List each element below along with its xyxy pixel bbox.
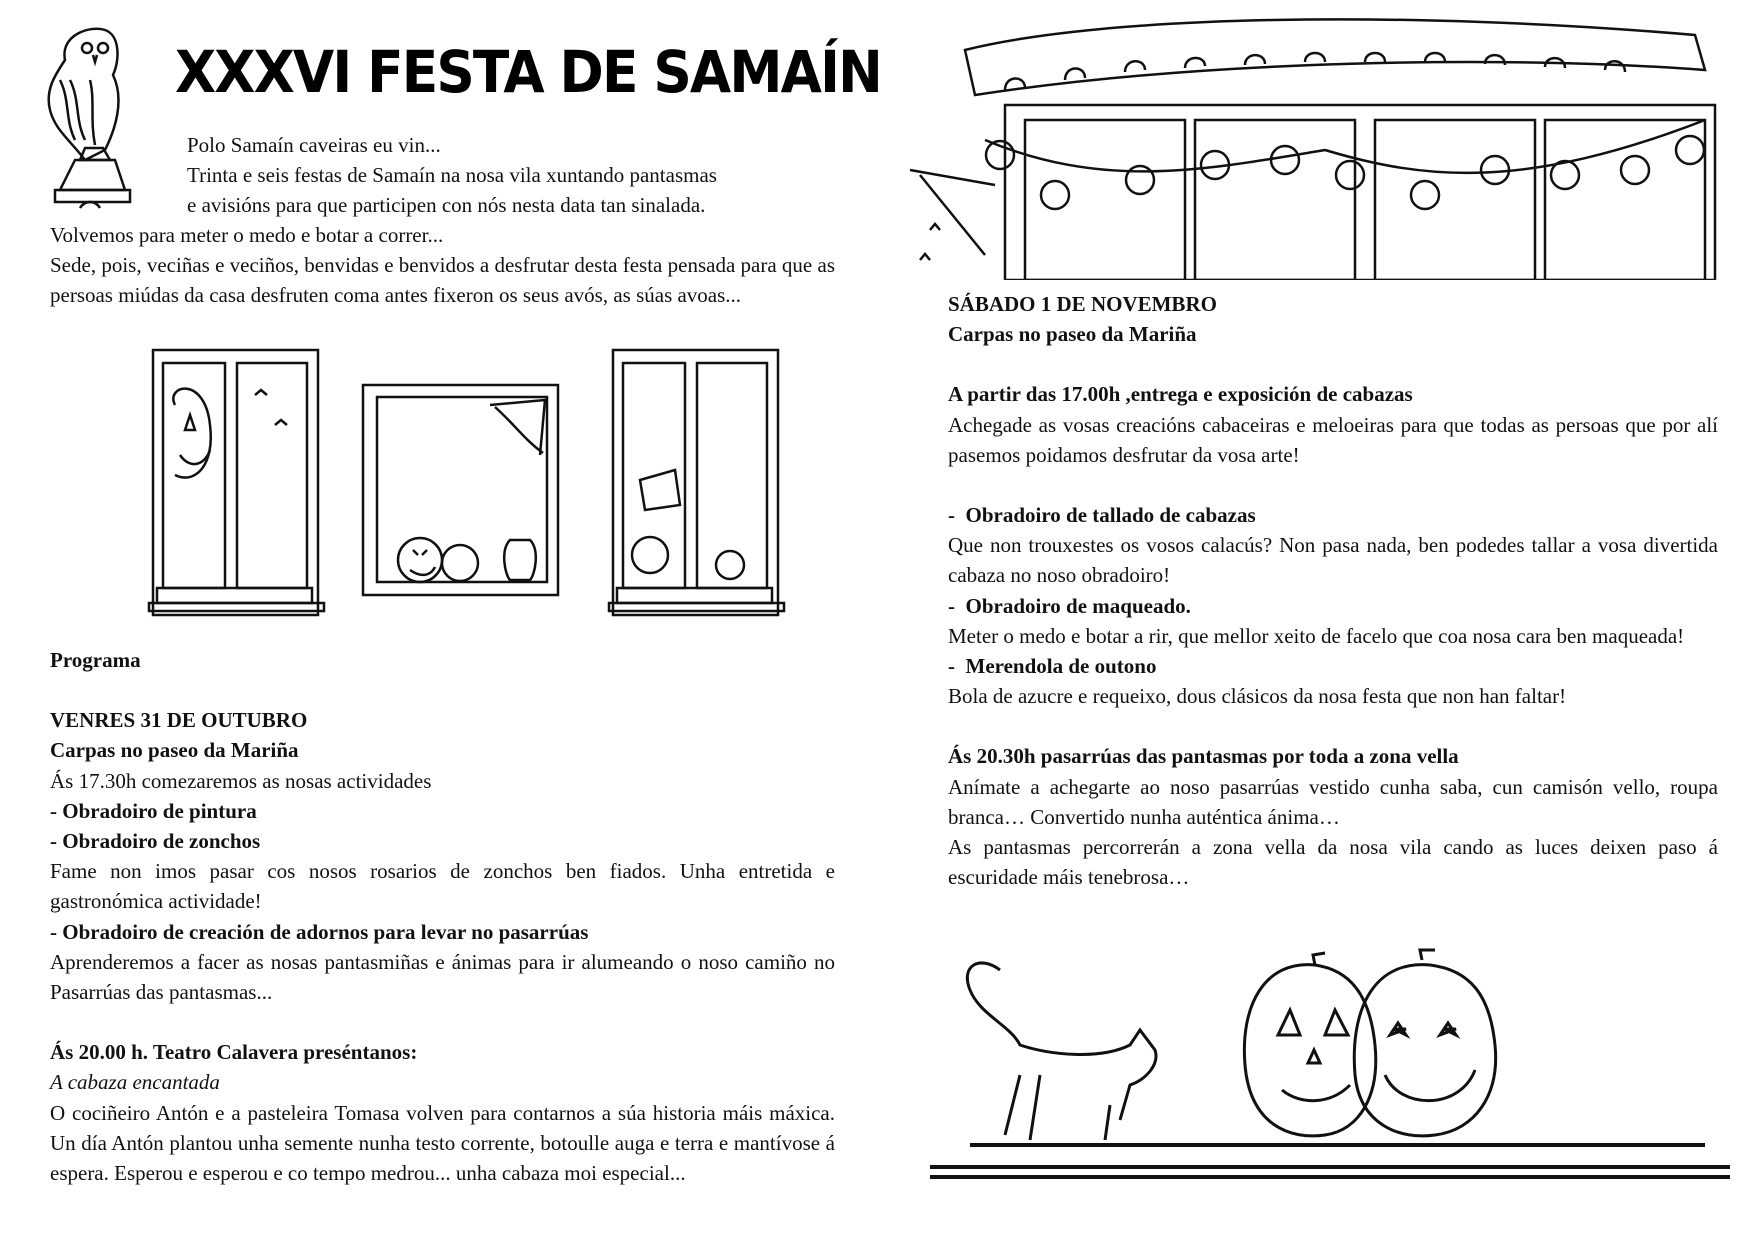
programa-label: Programa — [50, 648, 141, 672]
intro-line: Volvemos para meter o medo e botar a correr... — [50, 223, 444, 247]
saturday-date: SÁBADO 1 DE NOVEMBRO — [948, 292, 1217, 316]
workshop-title: - Obradoiro de maqueado. — [948, 593, 1191, 618]
saturday-location: Carpas no paseo da Mariña — [948, 322, 1197, 347]
friday-program — [50, 645, 835, 1188]
parade-description: As pantasmas percorrerán a zona vella da nosa vila cando as luces deixen paso á escuridade máis tenebrosa… — [948, 835, 1718, 890]
intro-text — [50, 130, 835, 310]
workshop-description: Fame non imos pasar cos nosos rosarios de zonchos ben fiados. Unha entretida e gastronómica actividade! — [50, 859, 835, 914]
cat-pumpkins-illustration — [930, 945, 1730, 1185]
workshop-description: Que non trouxestes os vosos calacús? Non pasa nada, ben podedes tallar a vosa divertida cabaza no noso obradoiro! — [948, 533, 1718, 588]
friday-date: VENRES 31 DE OUTUBRO — [50, 708, 308, 733]
intro-line: e avisións para que participen con nós nesta data tan sinalada. — [187, 193, 706, 217]
workshop-title: - Obradoiro de zonchos — [50, 829, 261, 854]
workshop-title: - Obradoiro de tallado de cabazas — [948, 503, 1256, 528]
intro-paragraph: Sede, pois, veciñas e veciños, benvidas e benvidos a desfrutar desta festa pensada para que as persoas miúdas da casa desfruten coma antes fixeron os seus avós, as súas avoas... — [50, 253, 835, 307]
intro-line: Trinta e seis festas de Samaín na nosa vila xuntando pantasmas — [187, 163, 717, 187]
page-title: XXXVI FESTA DE SAMAÍN — [175, 38, 881, 106]
friday-start: Ás 17.30h comezaremos as nosas actividades — [50, 768, 432, 793]
parade-description: Anímate a achegarte ao noso pasarrúas vestido cunha saba, cun camisón vello, roupa branca… Convertido nunha auténtica ánima… — [948, 774, 1718, 829]
play-description: O cociñeiro Antón e a pasteleira Tomasa volven para contarnos a súa historia máis máxica. Un día Antón plantou unha semente nunha testo corrente, botoulle auga e terra e mantívose á espera. Esperou e esperou e co tempo medrou... unha cabaza moi especial... — [50, 1100, 835, 1186]
parade-title: Ás 20.30h pasarrúas das pantasmas por toda a zona vella — [948, 744, 1459, 769]
windows-illustration — [145, 345, 795, 635]
workshop-description: Meter o medo e botar a rir, que mellor xeito de facelo que coa nosa cara ben maqueada! — [948, 623, 1685, 648]
house-facade-illustration — [905, 10, 1720, 280]
workshop-description: Aprenderemos a facer as nosas pantasmiñas e ánimas para ir alumeando o noso camiño no Pasarrúas das pantasmas... — [50, 949, 835, 1005]
intro-line: Polo Samaín caveiras eu vin... — [187, 133, 441, 157]
snack-title: - Merendola de outono — [948, 654, 1157, 679]
exhibition-description: Achegade as vosas creacións cabaceiras e meloeiras para que todas as persoas que por alí pasemos poidamos desfrutar da vosa arte! — [948, 412, 1718, 467]
play-title: A cabaza encantada — [50, 1070, 220, 1095]
friday-location: Carpas no paseo da Mariña — [50, 738, 299, 763]
workshop-title: - Obradoiro de creación de adornos para levar no pasarrúas — [50, 919, 589, 944]
snack-description: Bola de azucre e requeixo, dous clásicos da nosa festa que non han faltar! — [948, 684, 1567, 709]
theatre-title: Ás 20.00 h. Teatro Calavera preséntanos: — [50, 1040, 418, 1065]
saturday-program — [948, 289, 1718, 892]
exhibition-title: A partir das 17.00h ,entrega e exposición de cabazas — [948, 382, 1413, 407]
workshop-title: - Obradoiro de pintura — [50, 798, 257, 823]
